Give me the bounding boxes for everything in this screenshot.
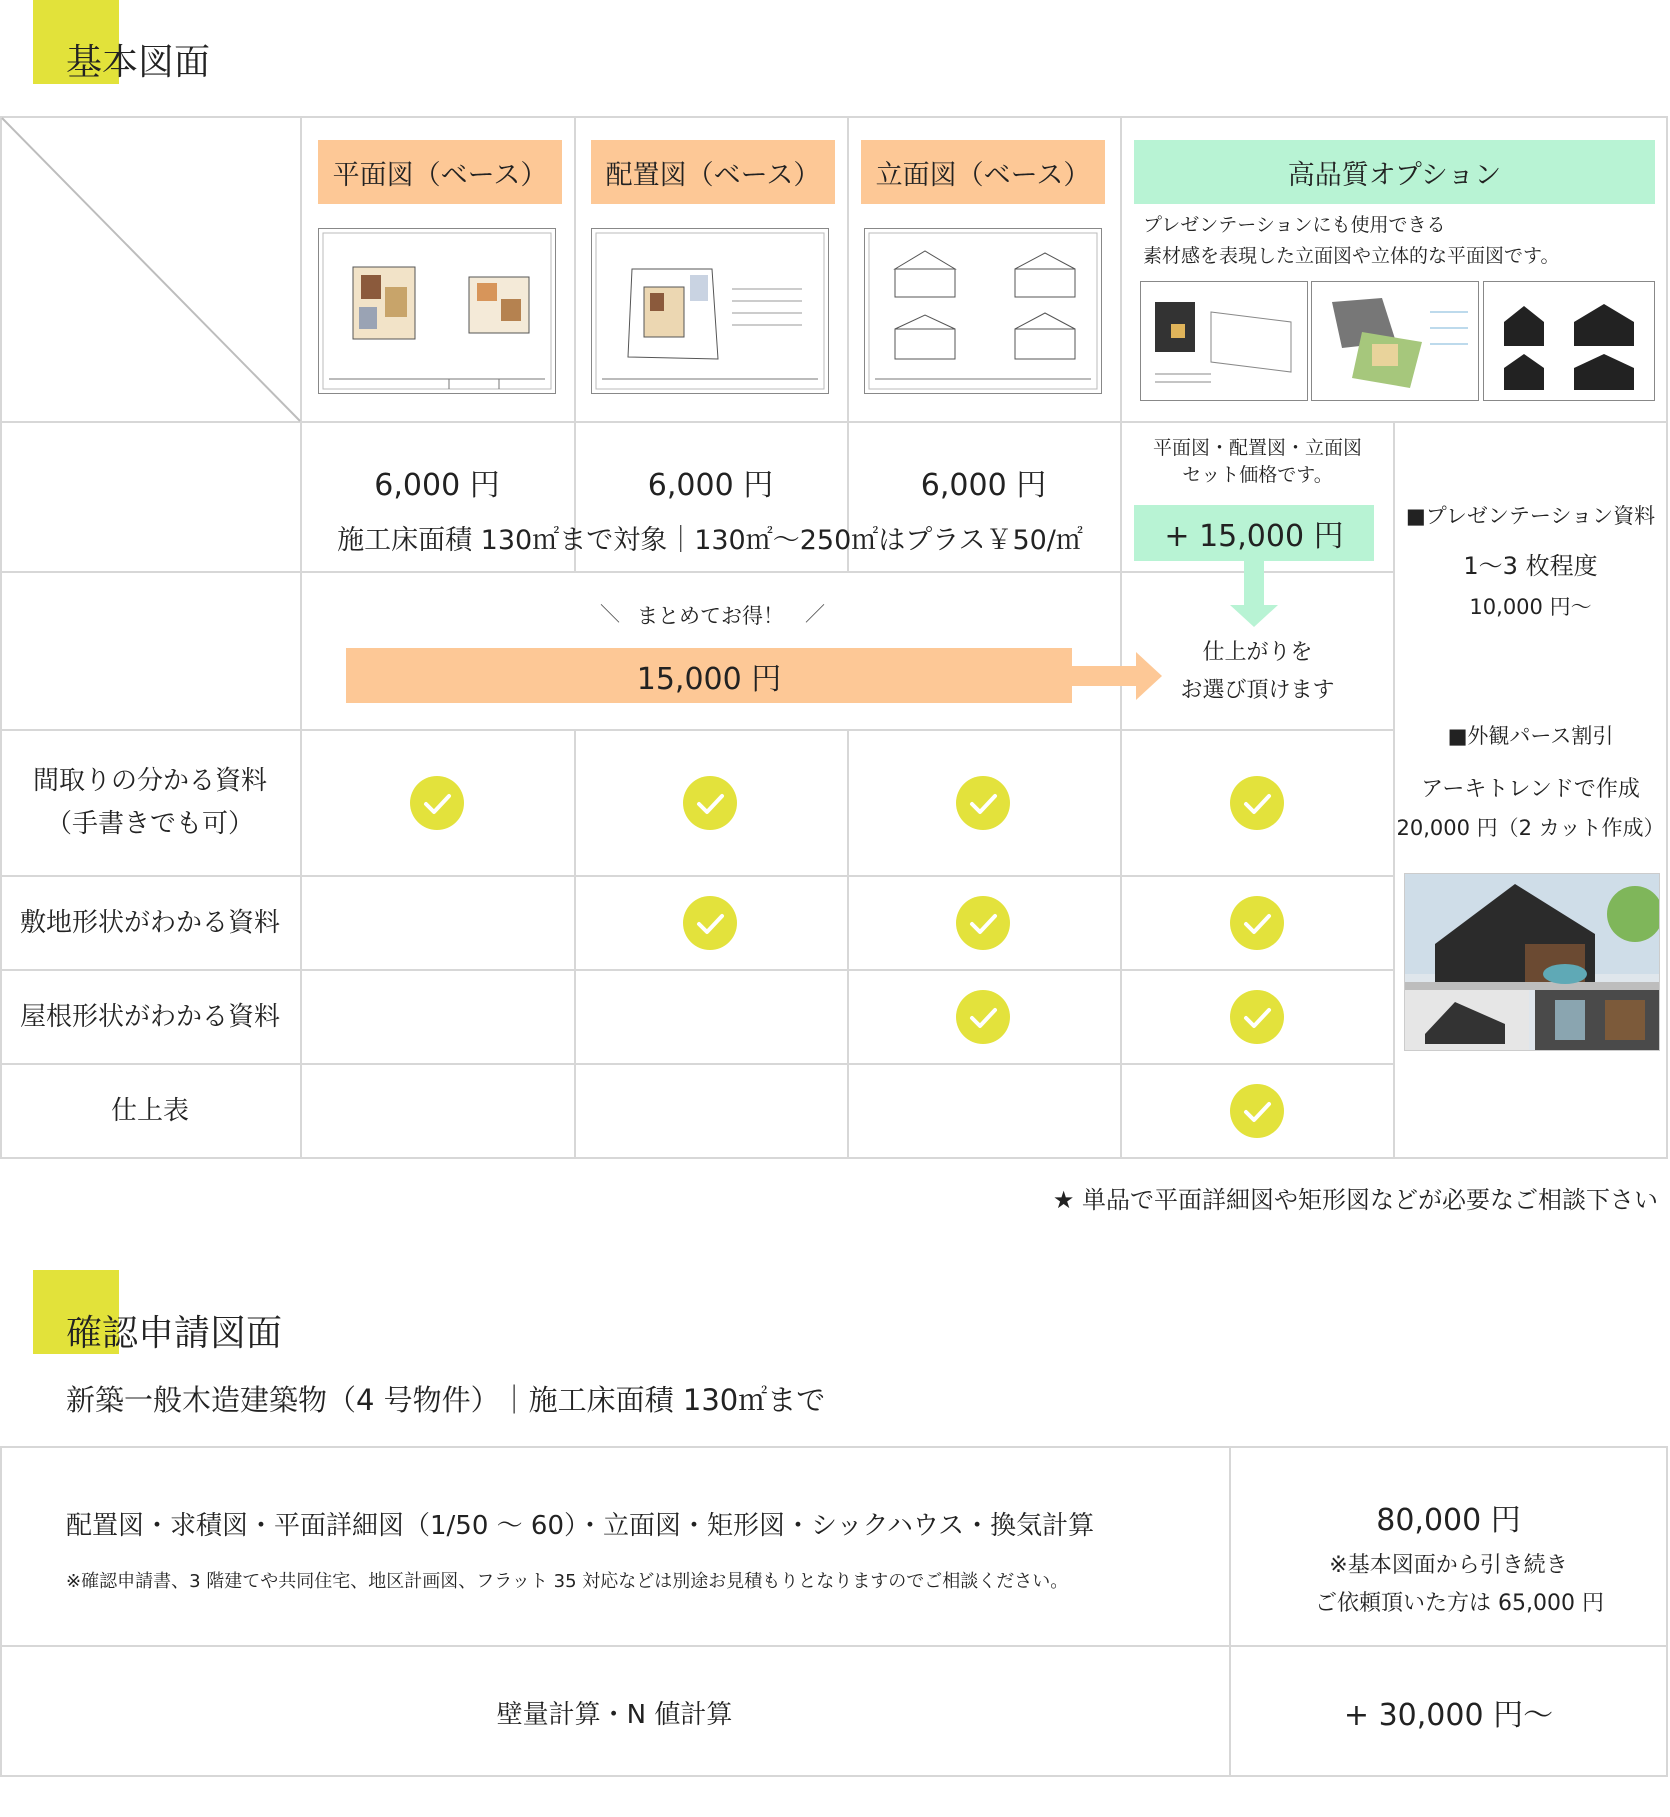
slash-left: ＼	[600, 602, 620, 626]
application-items: 配置図・求積図・平面詳細図（1/50 〜 60）・立面図・矩形図・シックハウス・換気計算	[66, 1511, 1095, 1541]
footnote: ★ 単品で平面詳細図や矩形図などが必要なご相談下さい	[1052, 1186, 1658, 1214]
application-price-note: ※基本図面から引き続き ご依頼頂いた方は 65,000 円	[1315, 1553, 1604, 1616]
perspective-price: 20,000 円（2 カット作成）	[1396, 816, 1665, 840]
section2-subtitle: 新築一般木造建築物（4 号物件）｜施工床面積 130㎡まで	[66, 1383, 826, 1417]
perspective-maker: アーキトレンドで作成	[1421, 777, 1640, 802]
row-label-finish-schedule: 仕上表	[110, 1095, 189, 1126]
price-plan: 6,000 円	[374, 468, 500, 503]
check-icon	[683, 896, 737, 950]
header-elevation: 立面図（ベース）	[861, 140, 1105, 204]
header-site: 配置図（ベース）	[591, 140, 835, 204]
row-label-floorplan-material: 間取りの分かる資料 （手書きでも可）	[32, 766, 267, 839]
area-note: 施工床面積 130㎡まで対象｜130㎡〜250㎡はプラス￥50/㎡	[337, 525, 1083, 556]
check-icon	[956, 990, 1010, 1044]
section-title-application: 確認申請図面	[66, 1313, 283, 1354]
bundle-price-bar: 15,000 円	[346, 648, 1072, 703]
header-premium: 高品質オプション	[1134, 140, 1655, 204]
bundle-arrow	[1072, 652, 1162, 700]
price-site: 6,000 円	[647, 468, 774, 503]
application-price: 80,000 円	[1376, 1503, 1521, 1538]
premium-3d-plan-thumbnail	[1311, 281, 1479, 401]
premium-elevation-thumbnail	[1483, 281, 1655, 401]
premium-plan-thumbnail	[1140, 281, 1308, 401]
premium-description: プレゼンテーションにも使用できる 素材感を表現した立面図や立体的な平面図です。	[1143, 214, 1560, 267]
slash-right: ／	[805, 602, 825, 626]
set-price: + 15,000 円	[1134, 505, 1374, 561]
wall-calc-items: 壁量計算・N 値計算	[496, 1700, 733, 1730]
down-arrow	[1230, 561, 1278, 627]
check-icon	[1230, 990, 1284, 1044]
exterior-perspective-image	[1404, 873, 1660, 1051]
check-icon	[683, 776, 737, 830]
bundle-label: まとめてお得！	[637, 604, 784, 628]
row-label-site-material: 敷地形状がわかる資料	[19, 907, 280, 938]
header-plan: 平面図（ベース）	[318, 140, 562, 204]
wall-calc-price: + 30,000 円〜	[1343, 1698, 1554, 1733]
choose-note: 仕上がりを お選び頂けます	[1180, 640, 1335, 703]
check-icon	[956, 776, 1010, 830]
check-icon	[1230, 776, 1284, 830]
corner-diagonal	[0, 116, 302, 423]
perspective-title: ■外観パース割引	[1447, 724, 1614, 748]
check-icon	[1230, 1084, 1284, 1138]
elevation-drawing-thumbnail	[864, 228, 1102, 394]
check-icon	[410, 776, 464, 830]
plan-drawing-thumbnail	[318, 228, 556, 394]
check-icon	[956, 896, 1010, 950]
presentation-price: 10,000 円〜	[1469, 595, 1592, 619]
set-note: 平面図・配置図・立面図 セット価格です。	[1152, 437, 1362, 486]
site-drawing-thumbnail	[591, 228, 829, 394]
price-elevation: 6,000 円	[920, 468, 1047, 503]
section-title-basic: 基本図面	[66, 42, 211, 83]
presentation-title: ■プレゼンテーション資料	[1405, 504, 1656, 528]
row-label-roof-material: 屋根形状がわかる資料	[19, 1001, 280, 1032]
presentation-qty: 1〜3 枚程度	[1463, 552, 1598, 580]
application-note: ※確認申請書、3 階建てや共同住宅、地区計画図、フラット 35 対応などは別途お見積もりとなりますのでご相談ください。	[66, 1571, 1069, 1592]
check-icon	[1230, 896, 1284, 950]
